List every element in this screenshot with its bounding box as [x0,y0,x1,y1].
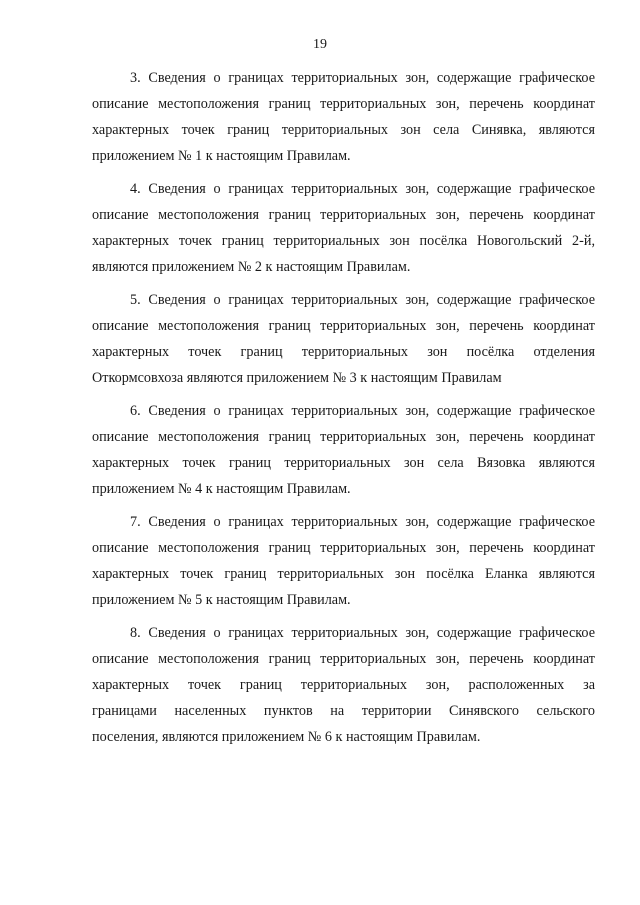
text-line: приложением № 4 к настоящим Правилам. [92,481,351,497]
paragraph-3 [92,65,595,169]
text-line: приложением № 5 к настоящим Правилам. [92,592,351,608]
paragraph-6 [92,398,595,502]
document-body [92,65,595,757]
text-line: границами населенных пунктов на территории Синявского сельского [92,703,595,719]
text-line: описание местоположения границ территориальных зон, перечень координат [92,207,595,223]
text-line: 3. Сведения о границах территориальных зон, содержащие графическое [130,70,595,86]
text-line: являются приложением № 2 к настоящим Правилам. [92,259,411,275]
page-number: 19 [313,37,327,52]
text-line: характерных точек границ территориальных зон посёлка Еланка являются [92,566,595,582]
text-line: поселения, являются приложением № 6 к настоящим Правилам. [92,729,481,745]
text-line: 7. Сведения о границах территориальных зон, содержащие графическое [130,514,595,530]
text-line: 6. Сведения о границах территориальных зон, содержащие графическое [130,403,595,419]
text-line: описание местоположения границ территориальных зон, перечень координат [92,651,595,667]
text-line: характерных точек границ территориальных зон села Синявка, являются [92,122,595,138]
paragraph-5 [92,287,595,391]
paragraph-4 [92,176,595,280]
text-line: приложением № 1 к настоящим Правилам. [92,148,351,164]
text-line: описание местоположения границ территориальных зон, перечень координат [92,96,595,112]
text-line: описание местоположения границ территориальных зон, перечень координат [92,540,595,556]
text-line: 4. Сведения о границах территориальных зон, содержащие графическое [130,181,595,197]
text-line: описание местоположения границ территориальных зон, перечень координат [92,429,595,445]
text-line: 8. Сведения о границах территориальных зон, содержащие графическое [130,625,595,641]
text-line: характерных точек границ территориальных зон посёлка Новогольский 2-й, [92,233,595,249]
text-line: характерных точек границ территориальных зон, расположенных за [92,677,595,693]
text-line: 5. Сведения о границах территориальных зон, содержащие графическое [130,292,595,308]
paragraph-8 [92,620,595,750]
text-line: характерных точек границ территориальных зон села Вязовка являются [92,455,595,471]
text-line: Откормсовхоза являются приложением № 3 к настоящим Правилам [92,370,502,386]
text-line: характерных точек границ территориальных зон посёлка отделения [92,344,595,360]
paragraph-7 [92,509,595,613]
text-line: описание местоположения границ территориальных зон, перечень координат [92,318,595,334]
